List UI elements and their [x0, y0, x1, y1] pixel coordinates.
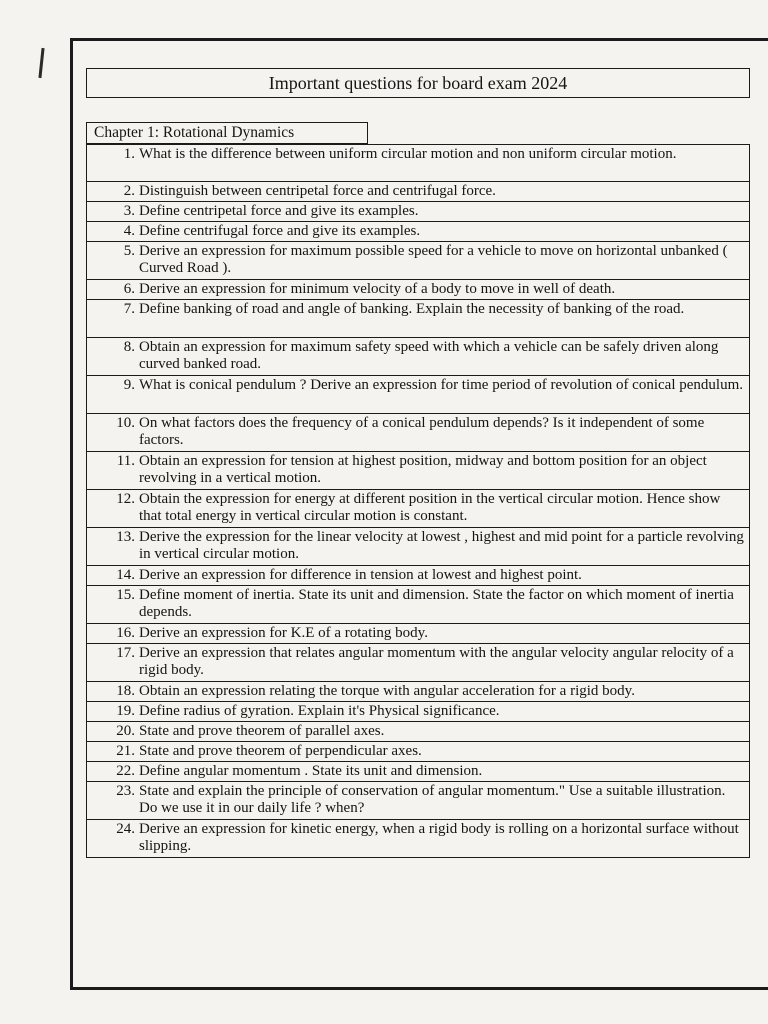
- question-text: Obtain the expression for energy at different position in the vertical circular motion. Hence show that total energy in vertical circular motion is constant.: [139, 491, 721, 524]
- question-text: Derive an expression for difference in tension at lowest and highest point.: [139, 567, 582, 583]
- question-number: 14.: [116, 567, 135, 583]
- question-text: What is conical pendulum ? Derive an expression for time period of revolution of conical pendulum.: [139, 377, 743, 393]
- question-number: 13.: [116, 529, 135, 545]
- page-title: [86, 68, 750, 98]
- question-number: 18.: [116, 683, 135, 699]
- question-number: 1.: [123, 146, 135, 162]
- question-row: [87, 280, 750, 300]
- question-text: Obtain an expression for maximum safety speed with which a vehicle can be safely driven along curved banked road.: [139, 339, 719, 372]
- margin-pen-mark: [38, 48, 44, 78]
- question-row: [87, 586, 750, 624]
- question-text: Define centrifugal force and give its examples.: [139, 223, 421, 239]
- question-number: 21.: [116, 743, 135, 759]
- question-text: Derive an expression that relates angular momentum with the angular velocity angular relocity of a rigid body.: [139, 645, 734, 678]
- question-text: Derive an expression for K.E of a rotating body.: [139, 625, 428, 641]
- question-row: [87, 376, 750, 414]
- question-text: On what factors does the frequency of a conical pendulum depends? Is it independent of some factors.: [139, 415, 705, 448]
- question-text: Define moment of inertia. State its unit and dimension. State the factor on which moment of inertia depends.: [139, 587, 734, 620]
- question-row: [87, 762, 750, 782]
- question-number: 24.: [116, 821, 135, 837]
- question-text: Obtain an expression relating the torque with angular acceleration for a rigid body.: [139, 683, 635, 699]
- question-row: [87, 452, 750, 490]
- question-number: 10.: [116, 415, 135, 431]
- question-row: [87, 242, 750, 280]
- question-number: 6.: [123, 281, 135, 297]
- question-row: [87, 742, 750, 762]
- question-row: [87, 682, 750, 702]
- question-number: 17.: [116, 645, 135, 661]
- question-row: [87, 702, 750, 722]
- question-row: [87, 566, 750, 586]
- question-text: State and explain the principle of conservation of angular momentum." Use a suitable illustration. Do we use it in our daily life ? when?: [139, 783, 726, 816]
- question-text: Define radius of gyration. Explain it's Physical significance.: [139, 703, 500, 719]
- question-number: 16.: [116, 625, 135, 641]
- question-row: [87, 222, 750, 242]
- question-row: [87, 644, 750, 682]
- question-text: Derive the expression for the linear velocity at lowest , highest and mid point for a particle revolving in vertical circular motion.: [139, 529, 744, 562]
- question-text: State and prove theorem of perpendicular axes.: [139, 743, 422, 759]
- question-number: 19.: [116, 703, 135, 719]
- question-row: [87, 144, 750, 182]
- question-number: 23.: [116, 783, 135, 799]
- question-number: 4.: [123, 223, 135, 239]
- question-row: [87, 202, 750, 222]
- question-number: 20.: [116, 723, 135, 739]
- question-text: Derive an expression for kinetic energy, when a rigid body is rolling on a horizontal surface without slipping.: [139, 821, 739, 854]
- question-number: 11.: [116, 453, 135, 469]
- question-number: 7.: [123, 301, 135, 317]
- question-text: State and prove theorem of parallel axes.: [139, 723, 385, 739]
- question-row: [87, 490, 750, 528]
- question-text: Derive an expression for maximum possible speed for a vehicle to move on horizontal unbanked ( Curved Road ).: [139, 243, 728, 276]
- question-text: Define angular momentum . State its unit and dimension.: [139, 763, 483, 779]
- question-row: [87, 300, 750, 338]
- question-text: Define banking of road and angle of banking. Explain the necessity of banking of the road.: [139, 301, 685, 317]
- chapter-heading: [86, 122, 368, 144]
- question-number: 12.: [116, 491, 135, 507]
- question-row: [87, 722, 750, 742]
- question-row: [87, 820, 750, 858]
- question-row: [87, 624, 750, 644]
- question-number: 3.: [123, 203, 135, 219]
- question-number: 15.: [116, 587, 135, 603]
- question-text: What is the difference between uniform circular motion and non uniform circular motion.: [139, 146, 677, 162]
- page-title-text: Important questions for board exam 2024: [268, 72, 568, 93]
- question-number: 5.: [123, 243, 135, 259]
- question-text: Define centripetal force and give its examples.: [139, 203, 419, 219]
- question-number: 2.: [123, 183, 135, 199]
- question-row: [87, 528, 750, 566]
- questions-table: [86, 144, 750, 858]
- question-row: [87, 338, 750, 376]
- question-number: 9.: [123, 377, 135, 393]
- question-row: [87, 782, 750, 820]
- question-text: Distinguish between centripetal force and centrifugal force.: [139, 183, 496, 199]
- question-text: Obtain an expression for tension at highest position, midway and bottom position for an object revolving in a vertical motion.: [139, 453, 707, 486]
- question-number: 22.: [116, 763, 135, 779]
- question-row: [87, 182, 750, 202]
- question-row: [87, 414, 750, 452]
- question-number: 8.: [123, 339, 135, 355]
- question-text: Derive an expression for minimum velocity of a body to move in well of death.: [139, 281, 616, 297]
- chapter-heading-text: Chapter 1: Rotational Dynamics: [94, 124, 295, 141]
